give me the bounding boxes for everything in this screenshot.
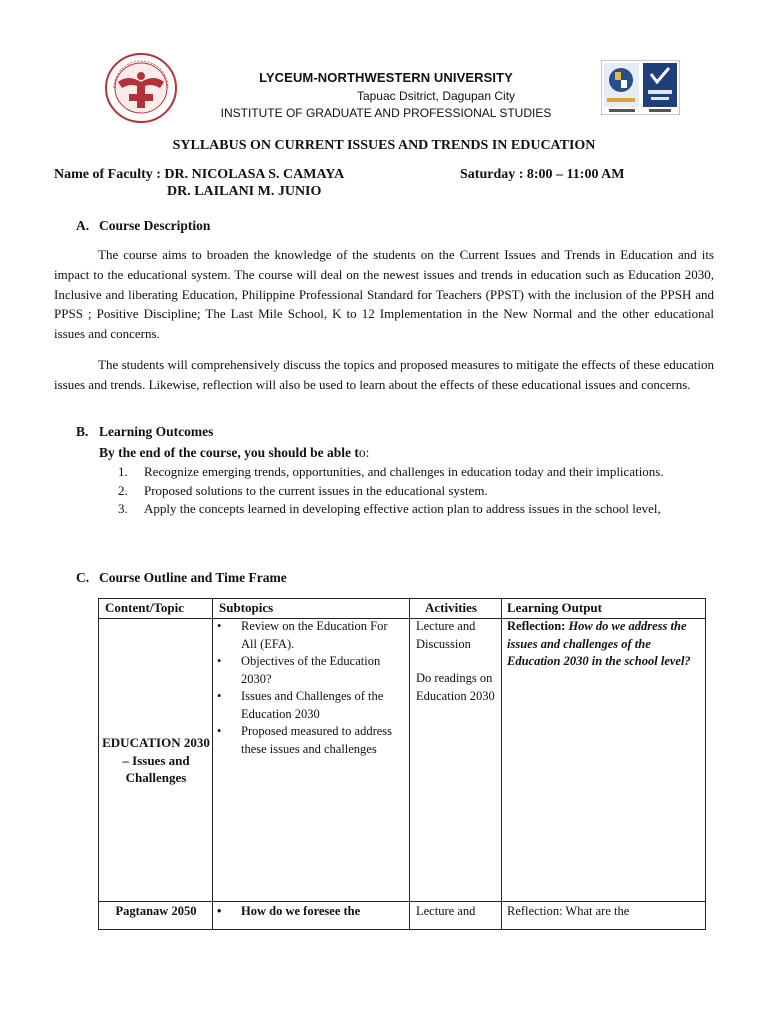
learning-outcomes-intro-rest: o: [358, 445, 370, 460]
list-item [118, 500, 718, 518]
list-item: • Review on the Education For All (EFA). [213, 618, 398, 653]
row1-output-question: How do we address the issues and challenges of the Education 2030 in the school level? [507, 619, 691, 668]
row1-output-label: Reflection: [507, 619, 566, 633]
row1-activities [416, 618, 498, 705]
row2-activity: Lecture and [416, 904, 476, 918]
course-description-paragraph-2 [54, 355, 714, 395]
university-name: LYCEUM-NORTHWESTERN UNIVERSITY [259, 70, 513, 85]
course-description-text-2: The students will comprehensively discuss the topics and proposed measures to mitigate the effects of these education issues and trends. Likewise, reflection will also be used to learn about the effects of these educational issues and concerns. [54, 357, 714, 392]
section-b-title: Learning Outcomes [99, 424, 214, 439]
list-number: 2. [118, 482, 128, 498]
header-learning-output: Learning Output [507, 600, 602, 615]
section-a-letter: A. [76, 218, 90, 233]
section-c-heading [76, 570, 287, 586]
list-number: 1. [118, 464, 128, 479]
faculty-name-second: DR. LAILANI M. JUNIO [167, 184, 322, 199]
list-item: • Proposed measured to address these issues and challenges [213, 723, 398, 758]
list-item: • How do we foresee the [213, 903, 403, 921]
header-subtopics: Subtopics [219, 600, 274, 615]
list-text: Recognize emerging trends, opportunities, and challenges in education today and their implications. [144, 464, 664, 479]
course-description-text-1: The course aims to broaden the knowledge of the students on the Current Issues and Trends in Education and its impact to the educational system. The course will deal on the newest issues and trends in education such as Education 2030, Inclusive and liberating Education, Philippine Professional Standard for Teachers (PPST) with the inclusion of the PPSH and PPSS ; Positive Discipline; The Last Mile School, K to 12 Implementation in the New Normal and the other educational issues and concerns. [54, 247, 714, 342]
faculty-name-line: Name of Faculty : DR. NICOLASA S. CAMAYA [54, 167, 345, 182]
row1-subtopics [213, 618, 398, 758]
learning-outcomes-list [118, 463, 718, 519]
syllabus-title: SYLLABUS ON CURRENT ISSUES AND TRENDS IN EDUCATION [172, 138, 596, 153]
row1-topic: EDUCATION 2030 – Issues and Challenges [102, 735, 210, 785]
list-item [118, 463, 718, 481]
list-item [118, 482, 718, 500]
row2-subtopics [213, 903, 403, 921]
section-a-title: Course Description [99, 218, 211, 233]
list-item: • Issues and Challenges of the Education 2030 [213, 688, 398, 723]
row1-activity-lecture: Lecture and Discussion [416, 619, 476, 651]
row2-topic: Pagtanaw 2050 [115, 904, 197, 918]
list-text: Proposed solutions to the current issues in the educational system. [144, 482, 488, 498]
accreditation-logos [601, 60, 680, 115]
row2-learning-output: Reflection: What are the [507, 904, 630, 918]
institute-name: INSTITUTE OF GRADUATE AND PROFESSIONAL STUDIES [220, 106, 552, 120]
university-seal-logo [104, 52, 178, 124]
row1-activity-readings: Do readings on Education 2030 [416, 671, 495, 703]
learning-outcomes-intro [99, 445, 369, 461]
row1-learning-output [507, 618, 699, 671]
list-text: Apply the concepts learned in developing effective action plan to address issues in the school level, [144, 501, 661, 516]
section-a-heading [76, 218, 210, 234]
section-b-heading [76, 424, 213, 440]
class-schedule: Saturday : 8:00 – 11:00 AM [460, 167, 625, 182]
header-content-topic: Content/Topic [105, 600, 184, 615]
course-outline-table [98, 598, 706, 930]
section-c-title: Course Outline and Time Frame [99, 570, 287, 585]
section-c-letter: C. [76, 570, 90, 585]
university-address: Tapuac Dsitrict, Dagupan City [356, 89, 516, 103]
header-activities: Activities [425, 600, 477, 615]
list-item: • Objectives of the Education 2030? [213, 653, 398, 688]
section-b-letter: B. [76, 424, 89, 439]
learning-outcomes-intro-bold: By the end of the course, you should be able t [99, 445, 359, 460]
list-number: 3. [118, 501, 128, 516]
course-description-paragraph-1 [54, 245, 714, 344]
